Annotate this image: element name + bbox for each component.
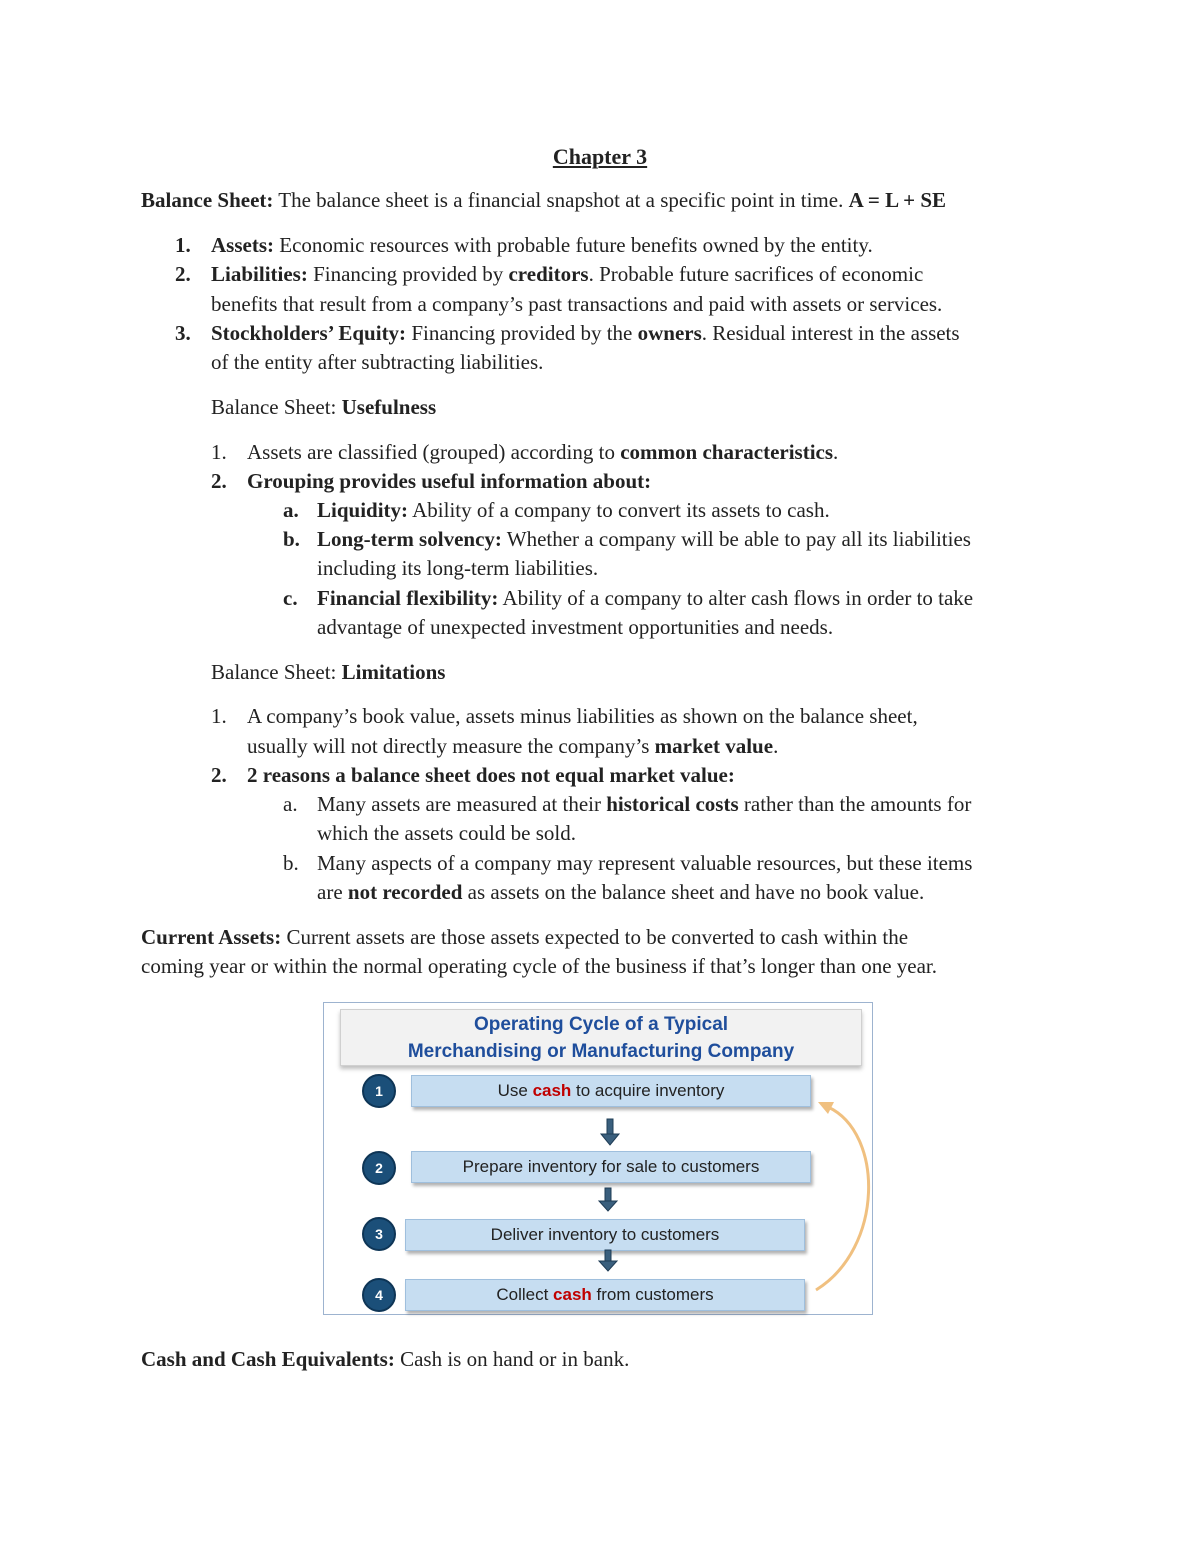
equity-text-cont: . Residual interest in the assets [701, 321, 960, 345]
sub-text-end: as assets on the balance sheet and have no book value. [462, 880, 925, 904]
list-number: 1. [211, 440, 227, 464]
cash-highlight: cash [532, 1081, 572, 1100]
item-text: Assets are classified (grouped) according to [247, 440, 621, 464]
cash-text: Cash is on hand or in bank. [394, 1347, 630, 1371]
operating-cycle-figure [323, 1002, 873, 1315]
step-number-circle: 2 [362, 1151, 396, 1185]
liquidity-label: Liquidity: [317, 498, 409, 522]
step-2-box: Prepare inventory for sale to customers [411, 1151, 811, 1183]
item-text: usually will not directly measure the company’s [247, 734, 655, 758]
sub-text: are [317, 880, 348, 904]
figure-title-line2: Merchandising or Manufacturing Company [407, 1041, 795, 1062]
solvency-text: Whether a company will be able to pay all its liabilities [501, 527, 971, 551]
sub-text: Many aspects of a company may represent valuable resources, but these items [317, 851, 973, 875]
figure-title-line1: Operating Cycle of a Typical [473, 1014, 729, 1035]
step-text-end: to acquire inventory [571, 1081, 725, 1100]
liabilities-line2: benefits that result from a company’s past transactions and paid with assets or services. [211, 292, 943, 316]
down-arrow-icon [599, 1250, 617, 1271]
sub-letter: b. [283, 527, 300, 551]
item-text-end: . [773, 734, 779, 758]
equity-label: Stockholders’ Equity: [211, 321, 407, 345]
step-text: Use [497, 1081, 533, 1100]
cash-line [141, 1345, 629, 1374]
liquidity-text: Ability of a company to convert its assets to cash. [408, 498, 830, 522]
page-title: Chapter 3 [552, 144, 648, 169]
heading-plain: Balance Sheet: [211, 395, 342, 419]
list-number: 2. [211, 763, 227, 787]
step-text: Collect [496, 1285, 554, 1304]
flexibility-text: Ability of a company to alter cash flows in order to take [498, 586, 974, 610]
step-4-box [405, 1279, 805, 1311]
heading-bold: Usefulness [341, 395, 437, 419]
sub-text: Many assets are measured at their [317, 792, 607, 816]
liabilities-label: Liabilities: [211, 262, 308, 286]
item-bold: common characteristics [620, 440, 834, 464]
step-3-box: Deliver inventory to customers [405, 1219, 805, 1251]
limitations-heading [211, 658, 445, 687]
not-recorded-bold: not recorded [347, 880, 463, 904]
cash-highlight: cash [553, 1285, 592, 1304]
sub-text-cont: rather than the amounts for [738, 792, 972, 816]
solvency-line2: including its long-term liabilities. [317, 556, 599, 580]
current-assets-line2: coming year or within the normal operating cycle of the business if that’s longer than one year. [141, 954, 938, 978]
balance-equation: A = L + SE [848, 188, 947, 212]
flexibility-label: Financial flexibility: [317, 586, 499, 610]
current-assets-line1 [141, 923, 908, 952]
flexibility-line2: advantage of unexpected investment opportunities and needs. [317, 615, 834, 639]
creditors-bold: creditors [508, 262, 589, 286]
item-text-end: . [833, 440, 839, 464]
sub-letter: a. [283, 792, 298, 816]
item-text: 2 reasons a balance sheet does not equal market value: [247, 763, 735, 787]
cycle-arrow-icon [816, 1102, 869, 1290]
liabilities-text-cont: . Probable future sacrifices of economic [588, 262, 924, 286]
step-number-circle: 4 [362, 1278, 396, 1312]
solvency-label: Long-term solvency: [317, 527, 502, 551]
market-value-bold: market value [654, 734, 774, 758]
assets-text: Economic resources with probable future benefits owned by the entity. [274, 233, 873, 257]
item-text: A company’s book value, assets minus liabilities as shown on the balance sheet, [247, 704, 918, 728]
balance-sheet-label: Balance Sheet: [141, 188, 274, 212]
step-text-end: from customers [591, 1285, 714, 1304]
limitations-item-1-line2 [247, 732, 778, 761]
limitations-sub-b-line2 [317, 878, 924, 907]
usefulness-heading [211, 393, 436, 422]
down-arrow-icon [599, 1188, 617, 1211]
sub-letter: a. [283, 498, 299, 522]
equity-line2: of the entity after subtracting liabilities. [211, 350, 544, 374]
historical-costs-bold: historical costs [606, 792, 739, 816]
list-number: 2. [211, 469, 227, 493]
list-number: 1. [211, 704, 227, 728]
balance-sheet-text: The balance sheet is a financial snapshot at a specific point in time. [273, 188, 849, 212]
step-1-box [411, 1075, 811, 1107]
figure-title [340, 1009, 862, 1066]
owners-bold: owners [637, 321, 702, 345]
heading-plain: Balance Sheet: [211, 660, 342, 684]
cash-label: Cash and Cash Equivalents: [141, 1347, 395, 1371]
list-number: 1. [175, 233, 191, 257]
equity-text: Financing provided by the [406, 321, 638, 345]
limitations-sub-a-line2: which the assets could be sold. [317, 821, 576, 845]
sub-letter: c. [283, 586, 298, 610]
list-number: 2. [175, 262, 191, 286]
heading-bold: Limitations [341, 660, 446, 684]
current-assets-text: Current assets are those assets expected to be converted to cash within the [281, 925, 909, 949]
item-text: Grouping provides useful information about: [247, 469, 652, 493]
sub-letter: b. [283, 851, 299, 875]
liabilities-text: Financing provided by [307, 262, 509, 286]
current-assets-label: Current Assets: [141, 925, 282, 949]
assets-label: Assets: [211, 233, 274, 257]
step-number-circle: 1 [362, 1074, 396, 1108]
list-number: 3. [175, 321, 191, 345]
down-arrow-icon [601, 1119, 619, 1145]
step-number-circle: 3 [362, 1217, 396, 1251]
balance-sheet-intro [141, 186, 946, 215]
